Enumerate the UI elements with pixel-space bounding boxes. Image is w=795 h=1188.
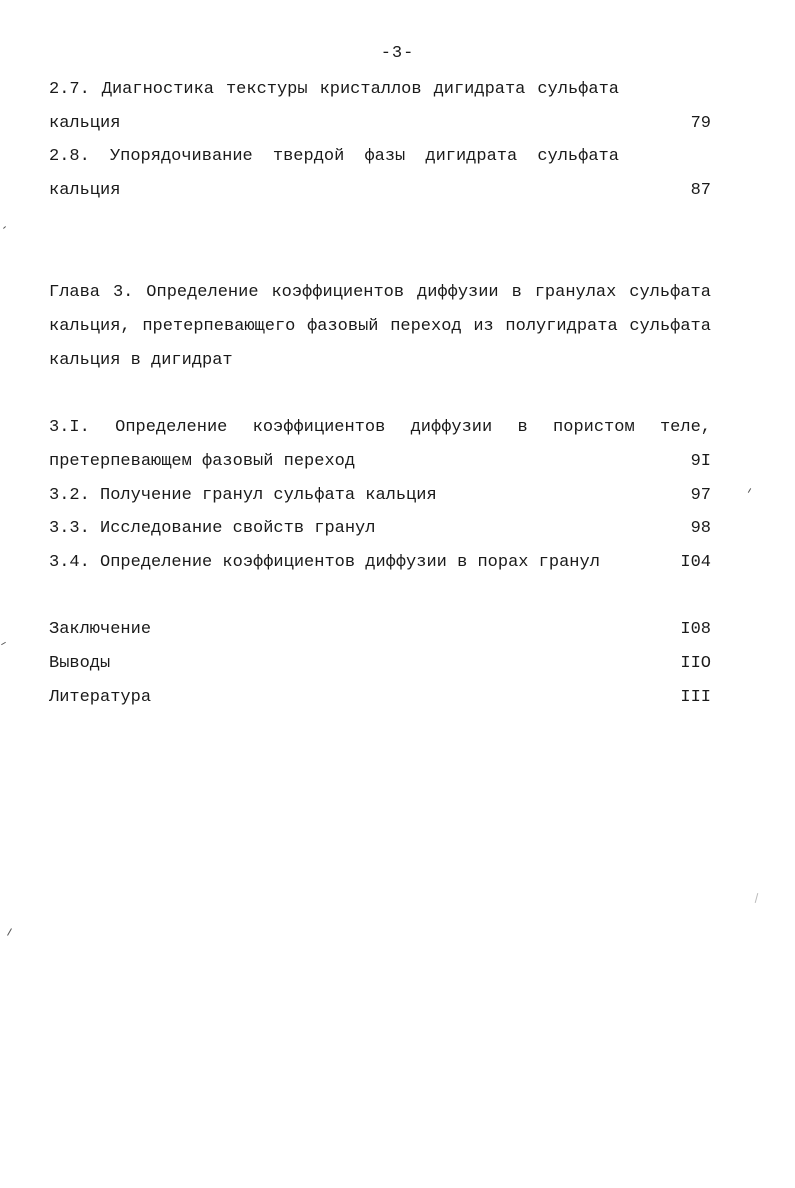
word: сульфата: [537, 80, 619, 99]
chapter-3-heading-line1: [49, 281, 711, 305]
word: диффузии: [410, 418, 493, 437]
word: теле,: [659, 418, 711, 437]
toc-entry-title: Выводы: [49, 654, 111, 673]
toc-entry-title: претерпевающем фазовый переход: [49, 452, 356, 471]
word: фазовый: [307, 317, 379, 336]
word: переход: [390, 317, 462, 336]
toc-entry-title: кальция: [49, 114, 121, 133]
word: 2.7.: [49, 80, 90, 99]
toc-entry-2-7-line1: [49, 78, 619, 102]
word: гранулах: [534, 283, 617, 302]
toc-entry-title: 3.4. Определение коэффициентов диффузии в порах гранул: [49, 553, 600, 572]
word: 3.I.: [49, 418, 90, 437]
word: Упорядочивание: [109, 147, 253, 166]
word: Диагностика: [101, 80, 214, 99]
page-number: -3-: [380, 44, 415, 63]
toc-page-number: 97: [690, 486, 711, 505]
word: Определение: [115, 418, 228, 437]
toc-entry-conclusion: [49, 618, 711, 642]
word: сульфата: [629, 283, 711, 302]
word: из: [473, 317, 494, 336]
chapter-3-heading-line2: [49, 315, 711, 339]
scan-speck: [1, 642, 6, 645]
word: коэффициентов: [252, 418, 386, 437]
word: коэффициентов: [271, 283, 405, 302]
word: Определение: [146, 283, 259, 302]
chapter-3-heading-line3: кальция в дигидрат: [49, 351, 233, 370]
toc-entry-title: кальция: [49, 181, 121, 200]
toc-page-number: I08: [680, 620, 711, 639]
word: претерпевающего: [142, 317, 296, 336]
toc-entry-2-8-line2: [49, 179, 711, 203]
toc-entry-title: Заключение: [49, 620, 152, 639]
word: в: [511, 283, 522, 302]
toc-page-number: 98: [690, 519, 711, 538]
toc-entry-findings: [49, 652, 711, 676]
toc-entry-2-7-line2: [49, 112, 711, 136]
toc-entry-3-4: [49, 551, 711, 575]
toc-page-number: IIO: [680, 654, 711, 673]
scan-speck: [3, 226, 6, 229]
toc-entry-title: Литература: [49, 688, 152, 707]
toc-page-number: III: [680, 688, 711, 707]
toc-page-number: 87: [690, 181, 711, 200]
word: сульфата: [629, 317, 711, 336]
scan-speck: [7, 928, 12, 935]
word: фазы: [364, 147, 406, 166]
toc-page-number: 79: [690, 114, 711, 133]
word: кальция,: [49, 317, 131, 336]
toc-entry-3-2: [49, 484, 711, 508]
toc-entry-2-8-line1: [49, 145, 619, 169]
word: в: [517, 418, 528, 437]
toc-page-number: 9I: [690, 452, 711, 471]
word: Глава: [49, 283, 101, 302]
word: сульфата: [537, 147, 619, 166]
scan-speck: [755, 893, 759, 903]
toc-entry-3-3: [49, 517, 711, 541]
word: твердой: [272, 147, 345, 166]
word: пористом: [553, 418, 635, 437]
toc-entry-3-1-line2: [49, 450, 711, 474]
toc-entry-title: 3.3. Исследование свойств гранул: [49, 519, 376, 538]
word: дигидрата: [433, 80, 526, 99]
word: текстуры: [225, 80, 308, 99]
word: 2.8.: [49, 147, 90, 166]
toc-entry-title: 3.2. Получение гранул сульфата кальция: [49, 486, 437, 505]
toc-entry-literature: [49, 686, 711, 710]
word: кристаллов: [319, 80, 422, 99]
scan-speck: [748, 488, 751, 493]
word: 3.: [112, 283, 134, 302]
word: дигидрата: [425, 147, 518, 166]
word: полугидрата: [505, 317, 618, 336]
word: диффузии: [417, 283, 499, 302]
toc-page-number: I04: [680, 553, 711, 572]
toc-entry-3-1-line1: [49, 416, 711, 440]
